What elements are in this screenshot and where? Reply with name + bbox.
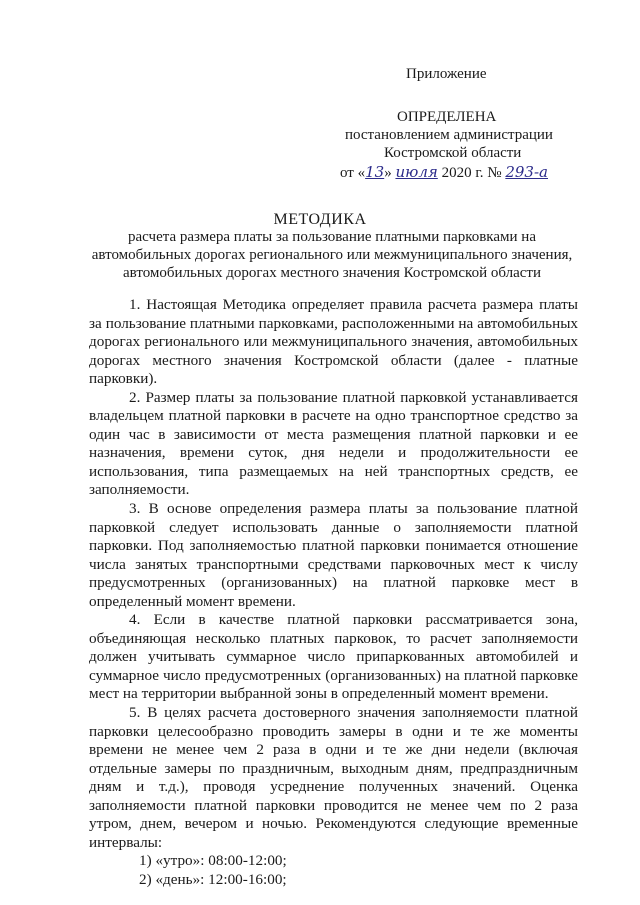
date-mid: » [384, 165, 396, 181]
date-day: 13 [365, 163, 385, 181]
date-year: 2020 г. № [437, 165, 506, 181]
title-line-2: автомобильных дорогах регионального или межмуниципального значения, [91, 247, 573, 263]
paragraph-1: 1. Настоящая Методика определяет правила расчета размера платы за пользование платными парковками, расположенными на автомобильных дорогах регионального или межмуниципального значения, автомобильных дорогах местного значения Костромской области (далее - платные парковки). [89, 296, 578, 388]
date-line [340, 163, 548, 182]
paragraph-3: 3. В основе определения размера платы за пользование платной парковкой следует использовать данные о заполняемости платной парковки. Под заполняемостью платной парковки понимается отношение числа занятых транспортными средствами парковочных мест к числу предусмотренных (организованных) на платной парковке мест в определенный момент времени. [89, 500, 578, 610]
date-month: июля [395, 163, 438, 181]
document-body [89, 296, 578, 890]
paragraph-4: 4. Если в качестве платной парковки рассматривается зона, объединяющая несколько платных парковок, то расчет заполняемости должен учитывать суммарное число припаркованных автомобилей и суммарное число предусмотренных (организованных) на платной парковке мест на территории выбранной зоны в определенный момент времени. [89, 611, 578, 703]
resolution-line: постановлением администрации [345, 127, 553, 143]
approved-label: ОПРЕДЕЛЕНА [397, 109, 497, 125]
interval-item-1: 1) «утро»: 08:00-12:00; [139, 852, 287, 870]
document-title: МЕТОДИКА [273, 211, 367, 228]
paragraph-2: 2. Размер платы за пользование платной парковкой устанавливается владельцем платной парковки в расчете на одно транспортное средство за один час в зависимости от места размещения платной парковки и ее назначения, времени суток, дня недели и продолжительности ее использования, типа размещаемых на ней транспортных средств, ее заполняемости. [89, 388, 578, 499]
appendix-label: Приложение [406, 66, 487, 82]
title-line-3: автомобильных дорогах местного значения Костромской области [122, 265, 541, 281]
doc-number: 293-а [505, 163, 548, 181]
paragraph-5: 5. В целях расчета достоверного значения заполняемости платной парковки целесообразно проводить замеры в одни и те же моменты времени не менее чем 2 раза в одни и те же дни недели (включая отдельные замеры по праздничным, выходным дням, предпраздничным дням и т.д.), проводя усреднение полученных значений. Оценка заполняемости платной парковки проводится не менее чем по 2 раза утром, днем, вечером и ночью. Рекомендуются следующие временные интервалы: [89, 704, 578, 851]
interval-item-2: 2) «день»: 12:00-16:00; [139, 870, 287, 888]
title-line-1: расчета размера платы за пользование платными парковками на [128, 229, 536, 245]
region-line: Костромской области [384, 145, 522, 161]
date-prefix: от « [340, 165, 366, 181]
